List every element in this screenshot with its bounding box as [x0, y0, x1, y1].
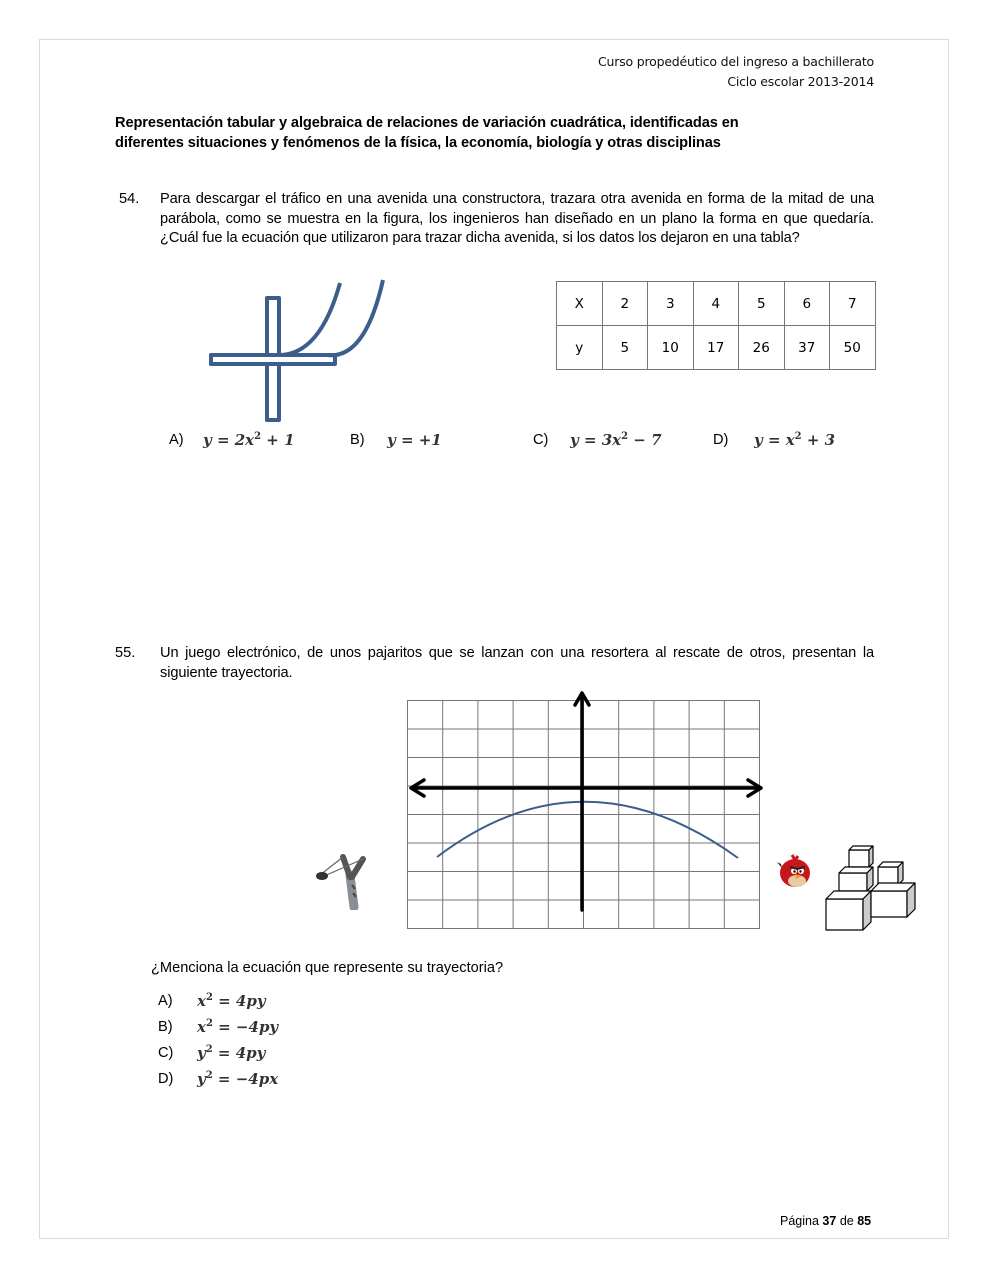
table-cell: 50 — [830, 326, 876, 370]
q55-option-c-equation — [197, 1044, 265, 1062]
eq-part: y = x — [754, 431, 795, 449]
eq-exponent: 2 — [205, 992, 213, 1003]
eq-exponent: 2 — [621, 431, 629, 442]
q55-option-c-label: C) — [158, 1045, 174, 1061]
eq-part: + 3 — [801, 431, 836, 449]
eq-part: y — [197, 1070, 206, 1088]
option-d-label: D) — [713, 432, 729, 448]
school-cycle: Ciclo escolar 2013-2014 — [727, 74, 874, 89]
table-cell: 4 — [693, 282, 739, 326]
table-cell: y — [557, 326, 603, 370]
eq-exponent: 2 — [254, 431, 262, 442]
table-cell: 3 — [648, 282, 694, 326]
slingshot-icon — [310, 845, 380, 910]
table-cell: 2 — [602, 282, 648, 326]
q55-option-d-equation — [197, 1070, 278, 1088]
section-title — [115, 114, 875, 153]
eq-exponent: 2 — [205, 1044, 213, 1055]
q55-option-d-label: D) — [158, 1071, 174, 1087]
option-a-equation — [203, 431, 295, 449]
question-54-text: Para descargar el tráfico en una avenida una constructora, trazara otra avenida en forma de la mitad de una parábola, como se muestra en la figura, los ingenieros han diseñado en un plano la forma en que quedaría. ¿Cuál fue la ecuación que utilizaron para trazar dicha avenida, si los datos los dejaron en una tabla? — [160, 191, 874, 246]
table-cell: 7 — [830, 282, 876, 326]
eq-part: = 4py — [212, 992, 266, 1010]
red-bird-icon — [775, 852, 815, 890]
eq-exponent: 2 — [205, 1070, 213, 1081]
question-54-number: 54. — [119, 191, 140, 207]
eq-part: y = +1 — [387, 431, 442, 449]
eq-part: y = 3x — [570, 431, 622, 449]
eq-exponent: 2 — [794, 431, 802, 442]
table-cell: 6 — [784, 282, 830, 326]
table-cell: 37 — [784, 326, 830, 370]
table-cell: X — [557, 282, 603, 326]
table-row-x — [557, 282, 876, 326]
page-word: Página — [780, 1214, 819, 1228]
section-title-line-2: diferentes situaciones y fenómenos de la física, la economía, biología y otras disciplinas — [115, 134, 721, 151]
eq-part: = −4py — [212, 1018, 279, 1036]
eq-part: x — [197, 992, 206, 1010]
eq-part: x — [197, 1018, 206, 1036]
eq-part: = 4py — [212, 1044, 266, 1062]
section-title-line-1: Representación tabular y algebraica de relaciones de variación cuadrática, identificadas en — [115, 115, 739, 131]
half-parabola-road-diagram — [200, 275, 400, 425]
table-cell: 5 — [602, 326, 648, 370]
data-table — [556, 281, 876, 370]
stacked-blocks-icon — [823, 845, 923, 933]
table-cell: 10 — [648, 326, 694, 370]
option-d-equation — [754, 431, 835, 449]
table-row-y — [557, 326, 876, 370]
eq-exponent: 2 — [205, 1018, 213, 1029]
table-cell: 26 — [739, 326, 785, 370]
question-55-prompt: ¿Menciona la ecuación que represente su trayectoria? — [151, 960, 504, 976]
current-page-number: 37 — [822, 1214, 837, 1228]
document-header — [598, 52, 874, 92]
q55-option-b-equation — [197, 1018, 278, 1036]
eq-part: y — [197, 1044, 206, 1062]
table-cell: 17 — [693, 326, 739, 370]
eq-part: + 1 — [261, 431, 295, 449]
option-b-label: B) — [350, 432, 365, 448]
q55-option-a-label: A) — [158, 993, 173, 1009]
eq-part: = −4px — [212, 1070, 279, 1088]
question-55-text: Un juego electrónico, de unos pajaritos que se lanzan con una resortera al rescate de otros, presentan la siguiente trayectoria. — [160, 645, 874, 681]
table-cell: 5 — [739, 282, 785, 326]
of-word: de — [839, 1214, 854, 1228]
q55-option-a-equation — [197, 992, 266, 1010]
trajectory-graph — [400, 686, 770, 936]
course-title: Curso propedéutico del ingreso a bachillerato — [598, 54, 874, 69]
option-c-equation — [570, 431, 662, 449]
question-55-number: 55. — [115, 645, 136, 661]
option-c-label: C) — [533, 432, 549, 448]
option-a-label: A) — [169, 432, 184, 448]
eq-part: − 7 — [628, 431, 662, 449]
q55-option-b-label: B) — [158, 1019, 173, 1035]
page-footer — [780, 1214, 871, 1228]
total-pages: 85 — [857, 1214, 872, 1228]
option-b-equation — [387, 431, 442, 449]
eq-part: y = 2x — [203, 431, 255, 449]
